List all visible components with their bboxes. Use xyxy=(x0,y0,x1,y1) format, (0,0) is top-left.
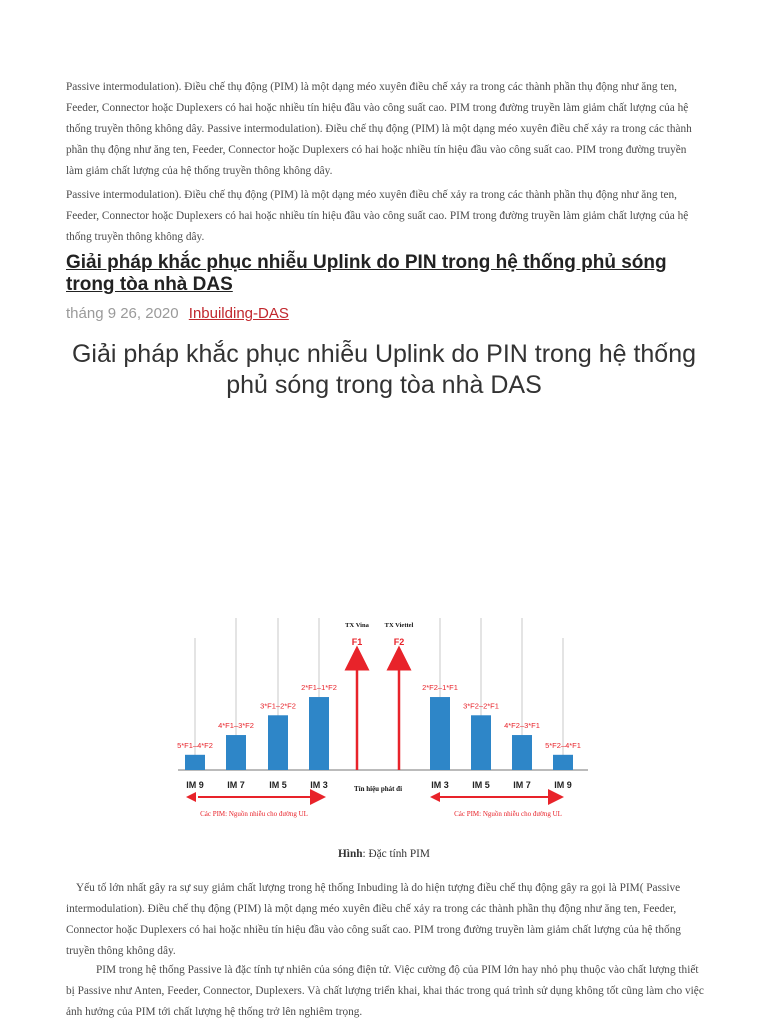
pim-bar xyxy=(226,735,246,770)
pim-bar xyxy=(185,755,205,770)
pim-bar xyxy=(553,755,573,770)
bar-label: 4*F1–3*F2 xyxy=(218,721,254,731)
bar-label: 2*F2–1*F1 xyxy=(422,683,458,693)
body-paragraph-2: PIM trong hệ thống Passive là đặc tính tự nhiên của sóng điện tử. Việc cường độ của PIM lớn hay nhỏ phụ thuộc vào chất lượng thiết bị Passive như Anten, Feeder, Connector, Duplexers. Và chất lượng triển khai, khai thác trong quá trình sử dụng không tốt cũng làm cho việc ảnh hưởng của PIM tới chất lượng hệ thống trở lên nghiêm trọng. xyxy=(66,964,704,1018)
carrier-name: TX Viettel xyxy=(384,622,414,629)
pim-bar xyxy=(471,715,491,770)
bar-label: 5*F1–4*F2 xyxy=(177,740,213,750)
intro-paragraph-1: Passive intermodulation). Điều chế thụ động (PIM) là một dạng méo xuyên điều chế xảy ra trong các thành phần thụ động như ăng ten, Feeder, Connector hoặc Duplexers có hai hoặc nhiều tín hiệu đầu vào công suất cao. PIM trong đường truyền làm giảm chất lượng của hệ thống truyền thông không dây. Passive intermodulation). Điều chế thụ động (PIM) là một dạng méo xuyên điều chế xảy ra trong các thành phần thụ động như ăng ten, Feeder, Connector hoặc Duplexers có hai hoặc nhiều tín hiệu đầu vào công suất cao. PIM trong đường truyền làm giảm chất lượng của hệ thống truyền thông không dây. xyxy=(66,81,692,177)
intro-paragraph-2: Passive intermodulation). Điều chế thụ động (PIM) là một dạng méo xuyên điều chế xảy ra trong các thành phần thụ động như ăng ten, Feeder, Connector hoặc Duplexers có hai hoặc nhiều tín hiệu đầu vào công suất cao. PIM trong đường truyền làm giảm chất lượng của hệ thống truyền thông không dây. xyxy=(66,189,689,243)
carrier-label: F2 xyxy=(393,637,405,647)
pim-bar xyxy=(430,697,450,770)
right-arrowhead xyxy=(430,792,440,802)
figure-caption xyxy=(0,848,768,860)
pim-bar xyxy=(309,697,329,770)
category-label: IM 9 xyxy=(186,780,204,790)
category-label: IM 3 xyxy=(431,780,449,790)
category-label: IM 5 xyxy=(269,780,287,790)
bar-label: 2*F1–1*F2 xyxy=(301,683,337,693)
right-range-label: Các PIM: Nguồn nhiễu cho đường UL xyxy=(454,810,562,818)
caption-text: : Đặc tính PIM xyxy=(362,848,430,860)
carrier-name: TX Vina xyxy=(345,622,369,629)
left-arrowhead xyxy=(186,792,196,802)
category-label: IM 3 xyxy=(310,780,328,790)
category-label: IM 9 xyxy=(554,780,572,790)
bar-label: 3*F1–2*F2 xyxy=(260,701,296,711)
body-paragraph-1: Yếu tố lớn nhất gây ra sự suy giảm chất lượng trong hệ thống Inbuding là do hiện tượng điều chế thụ động gây ra gọi là PIM( Passive intermodulation). Điều chế thụ động (PIM) là một dạng méo xuyên điều chế xảy ra trong các thành phần thụ động như ăng ten, Feeder, Connector hoặc Duplexers có hai hoặc nhiều tín hiệu đầu vào công suất cao. PIM trong đường truyền làm giảm chất lượng của hệ thống truyền thông không dây. xyxy=(66,882,681,957)
post-title-link[interactable]: Giải pháp khắc phục nhiễu Uplink do PIN trong hệ thống phủ sóng trong tòa nhà DAS xyxy=(66,252,667,295)
center-label: Tín hiệu phát đi xyxy=(353,785,403,793)
category-label: IM 7 xyxy=(513,780,531,790)
left-range-label: Các PIM: Nguồn nhiễu cho đường UL xyxy=(200,810,308,818)
bar-label: 3*F2–2*F1 xyxy=(463,701,499,711)
category-label: IM 7 xyxy=(227,780,245,790)
post-date: tháng 9 26, 2020 xyxy=(66,305,179,322)
pim-bar xyxy=(268,715,288,770)
caption-label: Hình xyxy=(338,848,363,860)
category-label: IM 5 xyxy=(472,780,490,790)
bar-label: 4*F2–3*F1 xyxy=(504,721,540,731)
bar-label: 5*F2–4*F1 xyxy=(545,740,581,750)
category-link[interactable]: Inbuilding-DAS xyxy=(188,305,289,322)
carrier-label: F1 xyxy=(351,637,363,647)
article-heading: Giải pháp khắc phục nhiễu Uplink do PIN trong hệ thống phủ sóng trong tòa nhà DAS xyxy=(71,340,697,399)
pim-bar xyxy=(512,735,532,770)
